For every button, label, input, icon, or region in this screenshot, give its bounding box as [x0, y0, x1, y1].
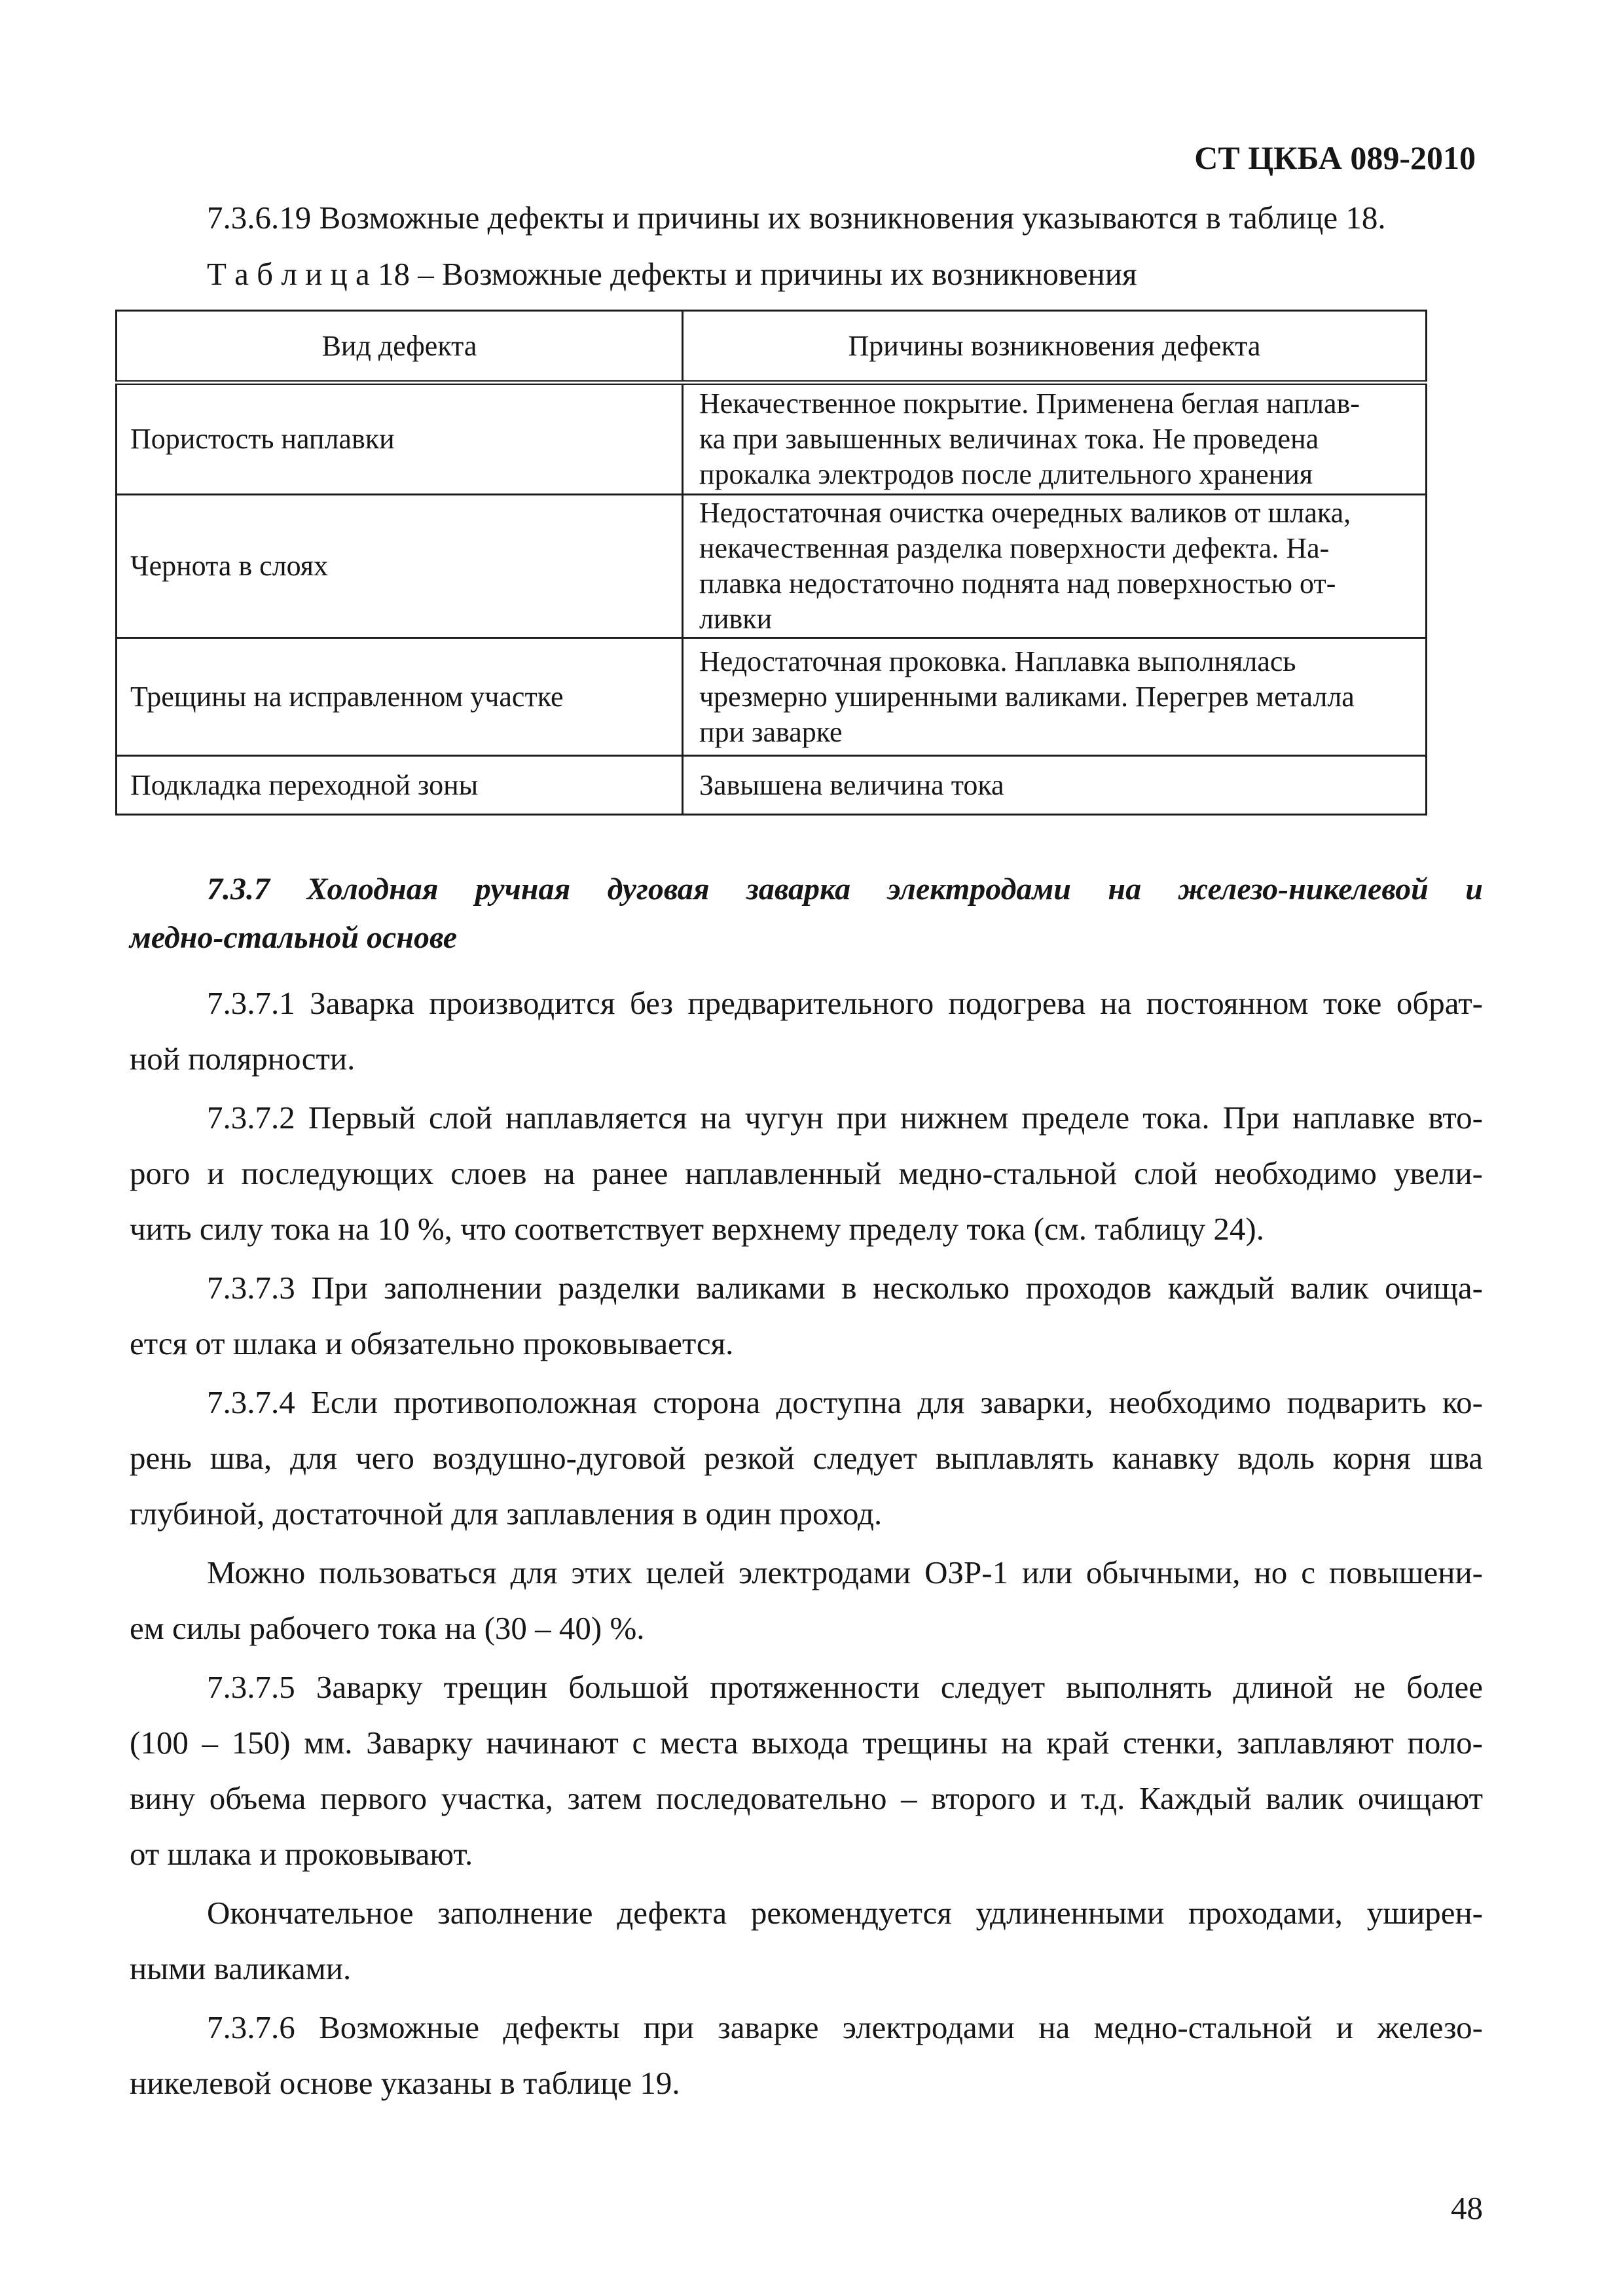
cause-line: чрезмерно уширенными валиками. Перегрев металла: [699, 680, 1355, 713]
paragraph-line: никелевой основе указаны в таблице 19.: [130, 2065, 680, 2101]
paragraph-line: рень шва, для чего воздушно-дуговой резкой следует выплавлять канавку вдоль корня шва: [130, 1440, 1483, 1476]
table-row: [117, 756, 1427, 815]
paragraph-line: от шлака и проковывают.: [130, 1836, 473, 1872]
paragraph-line: 7.3.7.2 Первый слой наплавляется на чугун при нижнем пределе тока. При наплавке вто-: [207, 1100, 1483, 1136]
paragraph-line: (100 – 150) мм. Заварку начинают с места выхода трещины на край стенки, заплавляют поло-: [130, 1725, 1483, 1761]
cause-line: некачественная разделка поверхности дефекта. На-: [699, 532, 1330, 564]
heading-line: 7.3.7 Холодная ручная дуговая заварка электродами на железо-никелевой и: [207, 872, 1483, 906]
paragraph-7-3-7-4: [130, 1374, 1483, 1541]
paragraph-line: 7.3.7.4 Если противоположная сторона доступна для заварки, необходимо подварить ко-: [207, 1384, 1483, 1420]
defect-causes-cell: [683, 638, 1427, 756]
paragraph-line: глубиной, достаточной для заплавления в один проход.: [130, 1496, 883, 1532]
paragraph-7-3-7-5: [130, 1659, 1483, 1882]
section-body: [130, 975, 1483, 2111]
paragraph-line: ется от шлака и обязательно проковывается.: [130, 1325, 734, 1361]
defect-name-cell: Пористость наплавки: [117, 383, 683, 495]
paragraph-7-3-7-1: [130, 975, 1483, 1086]
cause-line: при заварке: [699, 715, 843, 748]
paragraph-line: ными валиками.: [130, 1950, 352, 1986]
cause-line: прокалка электродов после длительного хранения: [699, 458, 1313, 490]
defect-name-cell: Подкладка переходной зоны: [117, 756, 683, 815]
paragraph-line: ной полярности.: [130, 1041, 356, 1077]
table-header-defect: Вид дефекта: [117, 311, 683, 383]
intro-paragraph: 7.3.6.19 Возможные дефекты и причины их возникновения указываются в таблице 18.: [207, 200, 1386, 236]
paragraph-7-3-7-3: [130, 1260, 1483, 1371]
paragraph-line: Окончательное заполнение дефекта рекомендуется удлиненными проходами, уширен-: [207, 1895, 1483, 1931]
defect-name-cell: Чернота в слоях: [117, 495, 683, 638]
paragraph-line: Можно пользоваться для этих целей электродами ОЗР-1 или обычными, но с повышени-: [207, 1554, 1483, 1590]
defects-table: [115, 310, 1427, 816]
paragraph-electrodes-note: [130, 1545, 1483, 1656]
table-row: [117, 638, 1427, 756]
paragraph-line: 7.3.7.6 Возможные дефекты при заварке электродами на медно-стальной и железо-: [207, 2009, 1483, 2045]
paragraph-7-3-7-2: [130, 1090, 1483, 1257]
table-header-row: [117, 311, 1427, 383]
cause-line: плавка недостаточно поднята над поверхностью от-: [699, 567, 1336, 600]
defect-name-cell: Трещины на исправленном участке: [117, 638, 683, 756]
table-row: [117, 383, 1427, 495]
paragraph-line: 7.3.7.5 Заварку трещин большой протяженности следует выполнять длиной не более: [207, 1669, 1483, 1705]
defect-causes-cell: [683, 383, 1427, 495]
paragraph-final-filling: [130, 1885, 1483, 1996]
cause-line: ливки: [699, 603, 773, 635]
paragraph-line: чить силу тока на 10 %, что соответствует верхнему пределу тока (см. таблицу 24).: [130, 1211, 1264, 1247]
page-header-doc-code: СТ ЦКБА 089-2010: [1194, 139, 1476, 176]
table-row: [117, 495, 1427, 638]
cause-line: Некачественное покрытие. Применена беглая наплав-: [699, 387, 1360, 420]
paragraph-line: ем силы рабочего тока на (30 – 40) %.: [130, 1610, 645, 1646]
table-caption: Т а б л и ц а 18 – Возможные дефекты и причины их возникновения: [207, 256, 1137, 292]
paragraph-line: 7.3.7.1 Заварка производится без предварительного подогрева на постоянном токе обрат-: [207, 985, 1483, 1021]
table-header-causes: Причины возникновения дефекта: [683, 311, 1427, 383]
paragraph-line: 7.3.7.3 При заполнении разделки валиками в несколько проходов каждый валик очища-: [207, 1270, 1483, 1306]
cause-line: Недостаточная очистка очередных валиков от шлака,: [699, 497, 1351, 529]
defect-causes-cell: [683, 495, 1427, 638]
paragraph-line: вину объема первого участка, затем последовательно – второго и т.д. Каждый валик очищают: [130, 1780, 1483, 1816]
cause-line: Недостаточная проковка. Наплавка выполнялась: [699, 645, 1296, 677]
cause-line: Завышена величина тока: [699, 768, 1004, 801]
page-number: 48: [1451, 2190, 1483, 2226]
section-heading: [130, 865, 1483, 962]
heading-line: медно-стальной основе: [130, 920, 458, 955]
cause-line: ка при завышенных величинах тока. Не проведена: [699, 423, 1319, 455]
defect-causes-cell: [683, 756, 1427, 815]
paragraph-7-3-7-6: [130, 2000, 1483, 2111]
paragraph-line: рого и последующих слоев на ранее наплавленный медно-стальной слой необходимо увели-: [130, 1155, 1483, 1191]
